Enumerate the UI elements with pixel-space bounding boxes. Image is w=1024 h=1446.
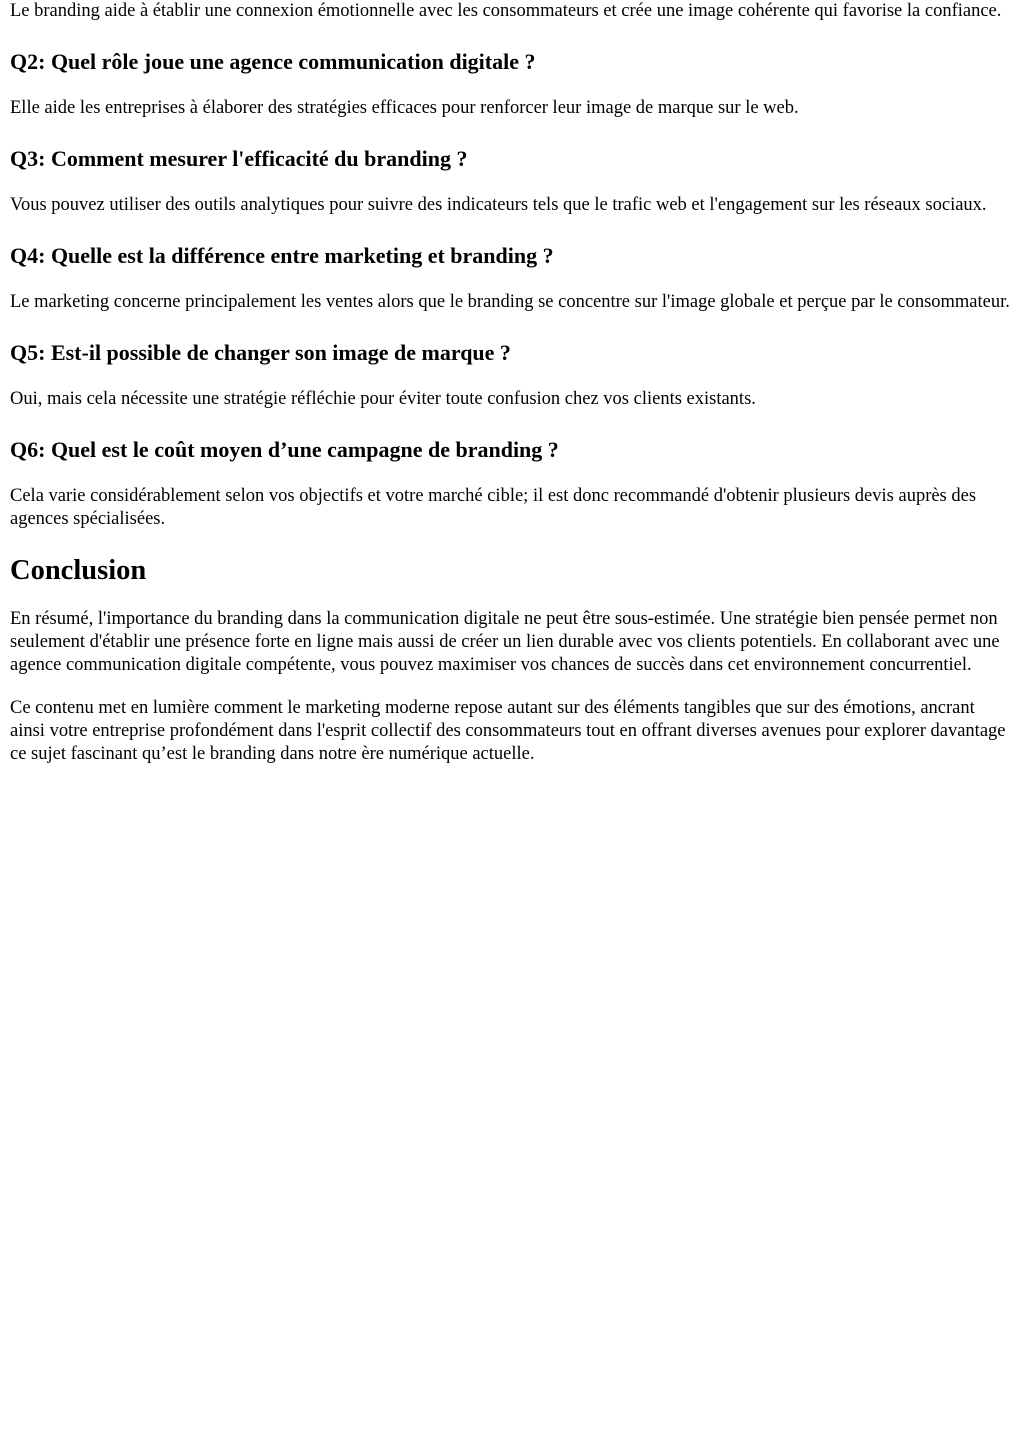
faq-item-q2 — [10, 49, 1014, 120]
conclusion-paragraph: En résumé, l'importance du branding dans la communication digitale ne peut être sous-estimée. Une stratégie bien pensée permet non seulement d'établir une présence forte en ligne mais aussi de créer un lien durable avec vos clients potentiels. En collaborant avec une agence communication digitale compétente, vous pouvez maximiser vos chances de succès dans cet environnement concurrentiel. — [10, 609, 1000, 675]
faq-answer: Cela varie considérablement selon vos objectifs et votre marché cible; il est donc recommandé d'obtenir plusieurs devis auprès des agences spécialisées. — [10, 486, 977, 529]
faq-question: Q3: Comment mesurer l'efficacité du branding ? — [10, 146, 468, 171]
faq-answer: Oui, mais cela nécessite une stratégie réfléchie pour éviter toute confusion chez vos clients existants. — [10, 389, 756, 409]
faq-question: Q6: Quel est le coût moyen d’une campagne de branding ? — [10, 437, 559, 462]
faq-answer: Vous pouvez utiliser des outils analytiques pour suivre des indicateurs tels que le trafic web et l'engagement sur les réseaux sociaux. — [10, 195, 987, 215]
faq-item-q4 — [10, 243, 1014, 314]
faq-question: Q2: Quel rôle joue une agence communication digitale ? — [10, 49, 536, 74]
faq-answer: Elle aide les entreprises à élaborer des stratégies efficaces pour renforcer leur image de marque sur le web. — [10, 98, 799, 118]
faq-item-q5 — [10, 340, 1014, 411]
faq-item-q3 — [10, 146, 1014, 217]
conclusion-paragraph: Ce contenu met en lumière comment le marketing moderne repose autant sur des éléments tangibles que sur des émotions, ancrant ainsi votre entreprise profondément dans l'esprit collectif des consommateurs tout en offrant diverses avenues pour explorer davantage ce sujet fascinant qu’est le branding dans notre ère numérique actuelle. — [10, 698, 1006, 764]
faq-question: Q5: Est-il possible de changer son image de marque ? — [10, 340, 511, 365]
conclusion-heading: Conclusion — [10, 555, 147, 586]
faq-item-q6 — [10, 437, 1014, 531]
faq-question: Q4: Quelle est la différence entre marketing et branding ? — [10, 243, 554, 268]
intro-answer: Le branding aide à établir une connexion émotionnelle avec les consommateurs et crée une image cohérente qui favorise la confiance. — [10, 1, 1002, 21]
faq-answer: Le marketing concerne principalement les ventes alors que le branding se concentre sur l'image globale et perçue par le consommateur. — [10, 292, 1010, 312]
